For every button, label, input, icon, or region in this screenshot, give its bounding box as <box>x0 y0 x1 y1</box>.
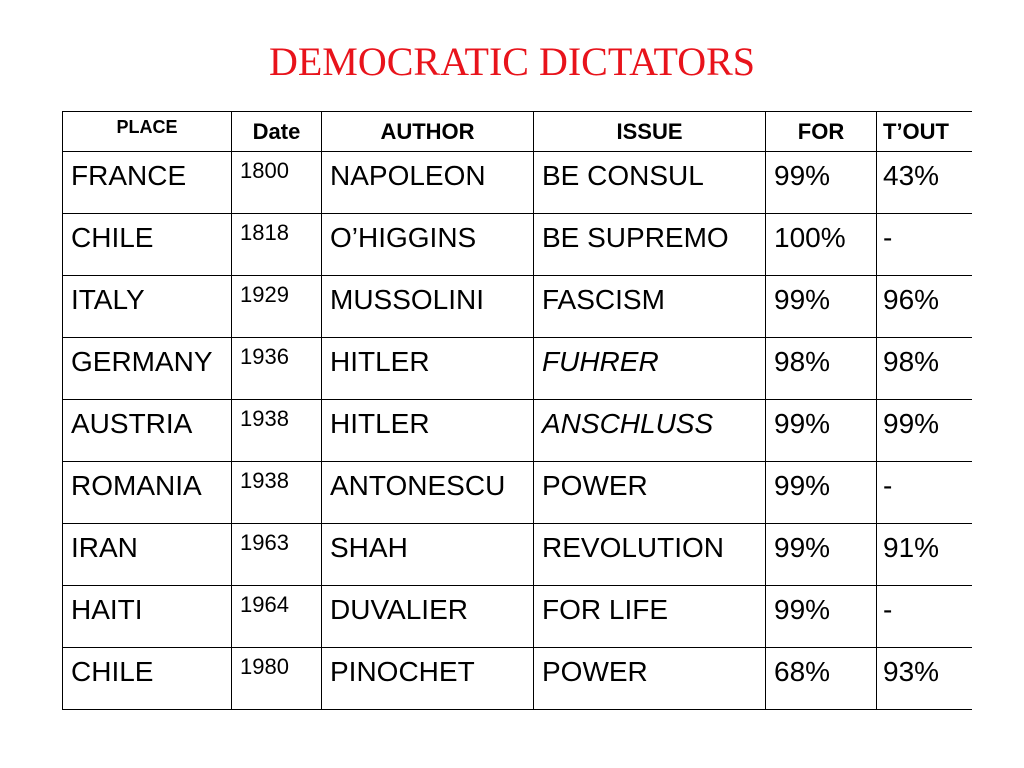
column-header-for: FOR <box>766 112 877 152</box>
column-header-issue: ISSUE <box>534 112 766 152</box>
cell-turnout: - <box>877 214 972 276</box>
cell-issue: POWER <box>534 648 766 710</box>
cell-issue: FUHRER <box>534 338 766 400</box>
cell-turnout: 96% <box>877 276 972 338</box>
table-row <box>63 214 972 276</box>
cell-place: CHILE <box>63 214 232 276</box>
cell-author: MUSSOLINI <box>322 276 534 338</box>
cell-turnout: 91% <box>877 524 972 586</box>
cell-author: ANTONESCU <box>322 462 534 524</box>
cell-for: 99% <box>766 152 877 214</box>
cell-for: 99% <box>766 462 877 524</box>
cell-author: HITLER <box>322 400 534 462</box>
dictators-table <box>62 111 972 710</box>
cell-for: 98% <box>766 338 877 400</box>
cell-turnout: 93% <box>877 648 972 710</box>
cell-date: 1938 <box>232 462 322 524</box>
cell-place: ITALY <box>63 276 232 338</box>
cell-place: ROMANIA <box>63 462 232 524</box>
cell-for: 99% <box>766 586 877 648</box>
cell-for: 100% <box>766 214 877 276</box>
cell-turnout: - <box>877 586 972 648</box>
cell-author: O’HIGGINS <box>322 214 534 276</box>
table-row <box>63 400 972 462</box>
cell-for: 99% <box>766 524 877 586</box>
cell-for: 99% <box>766 400 877 462</box>
cell-place: GERMANY <box>63 338 232 400</box>
cell-author: DUVALIER <box>322 586 534 648</box>
column-header-turnout: T’OUT <box>877 112 972 152</box>
cell-author: NAPOLEON <box>322 152 534 214</box>
cell-for: 68% <box>766 648 877 710</box>
cell-place: FRANCE <box>63 152 232 214</box>
cell-place: AUSTRIA <box>63 400 232 462</box>
cell-turnout: 98% <box>877 338 972 400</box>
cell-place: HAITI <box>63 586 232 648</box>
table-header-row <box>63 112 972 152</box>
cell-date: 1936 <box>232 338 322 400</box>
cell-issue: FASCISM <box>534 276 766 338</box>
cell-place: CHILE <box>63 648 232 710</box>
cell-author: PINOCHET <box>322 648 534 710</box>
page-title: DEMOCRATIC DICTATORS <box>268 39 756 84</box>
cell-issue: POWER <box>534 462 766 524</box>
table-row <box>63 524 972 586</box>
cell-issue: BE CONSUL <box>534 152 766 214</box>
table-row <box>63 152 972 214</box>
column-header-author: AUTHOR <box>322 112 534 152</box>
column-header-place: PLACE <box>63 112 232 152</box>
column-header-date: Date <box>232 112 322 152</box>
cell-issue: FOR LIFE <box>534 586 766 648</box>
cell-date: 1929 <box>232 276 322 338</box>
cell-date: 1800 <box>232 152 322 214</box>
cell-turnout: - <box>877 462 972 524</box>
cell-issue: REVOLUTION <box>534 524 766 586</box>
table-row <box>63 338 972 400</box>
cell-date: 1963 <box>232 524 322 586</box>
table-row <box>63 586 972 648</box>
cell-for: 99% <box>766 276 877 338</box>
table-row <box>63 648 972 710</box>
cell-date: 1964 <box>232 586 322 648</box>
cell-author: HITLER <box>322 338 534 400</box>
cell-date: 1980 <box>232 648 322 710</box>
table-row <box>63 462 972 524</box>
cell-date: 1938 <box>232 400 322 462</box>
cell-place: IRAN <box>63 524 232 586</box>
cell-issue: ANSCHLUSS <box>534 400 766 462</box>
cell-turnout: 43% <box>877 152 972 214</box>
table-row <box>63 276 972 338</box>
table-body <box>63 152 972 710</box>
cell-date: 1818 <box>232 214 322 276</box>
cell-issue: BE SUPREMO <box>534 214 766 276</box>
cell-turnout: 99% <box>877 400 972 462</box>
cell-author: SHAH <box>322 524 534 586</box>
